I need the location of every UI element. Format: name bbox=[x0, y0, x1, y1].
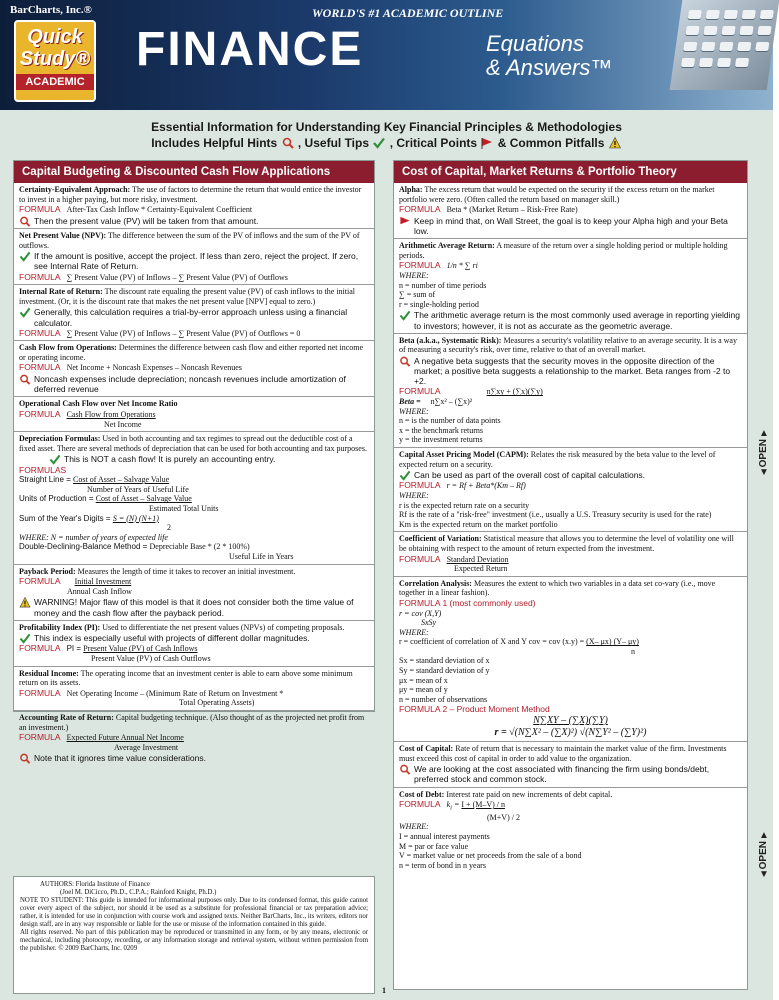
checkmark-icon bbox=[399, 470, 411, 481]
syd-denominator: 2 bbox=[167, 523, 171, 533]
formula-label: FORMULA bbox=[399, 260, 441, 271]
irr-tip: Generally, this calculation requires a trial-by-error approach unless using a financial calculator. bbox=[34, 307, 348, 328]
pi-text: Used to differentiate the net present values (NPVs) of competing proposals. bbox=[100, 622, 345, 632]
depreciation-section bbox=[14, 432, 374, 564]
formulas-label: FORMULAS bbox=[19, 464, 67, 475]
alpha-section bbox=[394, 183, 747, 239]
right-column bbox=[393, 160, 748, 990]
pi-denominator: Present Value (PV) of Cash Outflows bbox=[91, 654, 211, 664]
corr-formula-2-numerator: N∑XY – (∑X)(∑Y) bbox=[533, 715, 608, 727]
syd-where: WHERE: N = number of years of expected life bbox=[19, 532, 168, 542]
formula-2-label: FORMULA 2 – Product Moment Method bbox=[399, 704, 550, 715]
aa-where-3: r = single-holding period bbox=[399, 299, 479, 309]
arr-section bbox=[14, 711, 374, 766]
corr-cov-denominator: n bbox=[631, 646, 635, 656]
dep-tip: This is NOT a cash flow! It is purely an accounting entry. bbox=[64, 454, 276, 465]
quickstudy-logo bbox=[14, 20, 96, 102]
dep-title: Depreciation Formulas: bbox=[19, 434, 101, 444]
capm-text: Relates the risk measured by the beta value to the level of expected return on a security. bbox=[399, 450, 716, 469]
corr-where-2: Sy = standard deviation of y bbox=[399, 666, 490, 676]
npv-text: The difference between the sum of the PV of inflows and the sum of the PV of outflows. bbox=[19, 230, 360, 250]
note-to-student: NOTE TO STUDENT: This guide is intended for informational purposes only. Due to its condensed format, this guide cannot cover every aspect of the subject, nor should it be used as a substitute for professional financial or tax preparation advice; rather, it is intended for use in conjunction with course work and assigned texts. Neither BarCharts, Inc., its writers, editors nor design staff, are in any way responsible or liable for the use or misuse of the information contained in this guide. bbox=[20, 897, 368, 929]
checkmark-icon bbox=[49, 454, 61, 465]
aa-where-2: ∑ = sum of bbox=[399, 290, 436, 300]
corr-where-0: r = coefficient of correlation of X and Y cov = cov (x.y) = bbox=[399, 637, 587, 647]
alpha-text: The excess return that would be expected on the security if the excess return on the market portfolio were zero. (Often called the return based on manager skill.) bbox=[399, 185, 715, 204]
coc-hint: We are looking at the cost associated with financing the firm using bonds/debt, preferred stock and common stock. bbox=[414, 764, 710, 785]
formula-label: FORMULA bbox=[19, 732, 61, 743]
cod-where-4: n = term of bond in n years bbox=[399, 860, 486, 870]
formula-label: FORMULA bbox=[19, 271, 61, 282]
publisher-name: BarCharts, Inc.® bbox=[10, 4, 92, 16]
beta-where: WHERE: bbox=[399, 406, 429, 416]
corr-where-3: μx = mean of x bbox=[399, 675, 448, 685]
corr-where: WHERE: bbox=[399, 627, 429, 637]
formula-label: FORMULA bbox=[399, 480, 441, 491]
beta-where-3: y = the investment returns bbox=[399, 435, 483, 445]
authors-line-2: (Joel M. DiCicco, Ph.D., C.P.A.; Rainford Knight, Ph.D.) bbox=[60, 889, 217, 897]
warning-icon bbox=[19, 597, 31, 608]
magnifier-icon bbox=[19, 753, 31, 764]
corr-text: Measures the extent to which two variables in a data set co-vary (i.e., move together in a linear fashion). bbox=[399, 578, 716, 598]
cod-where-2: M = par or face value bbox=[399, 841, 469, 851]
alpha-title: Alpha: bbox=[399, 185, 423, 194]
beta-where-2: x = the benchmark returns bbox=[399, 425, 484, 435]
cfo-title: Cash Flow from Operations: bbox=[19, 343, 117, 353]
subtitle-line-2: & Answers™ bbox=[486, 55, 613, 80]
ddb-denominator: Useful Life in Years bbox=[229, 551, 294, 561]
correlation-section: Correlation Analysis: Measures the extent to which two variables in a data set co-vary (i.e., move together in a linear fashion). FORMULA 1 (most commonly used) r = cov (X,Y) SxSy WHERE: r = coefficient of correlation of X and Y cov = cov (x.y) = (X– μx) (Y– μy) n Sx = standard deviation of x Sy = standard deviation of y μx = mean of x μy = mean of y n = number of observations FORMULA 2 – Product Moment Method N∑XY – (∑X)(∑Y) r = √(N∑X² – (∑X)²) √(N∑Y² – (∑Y)²) bbox=[394, 577, 747, 742]
syd-numerator: S = (N) (N+1) bbox=[112, 513, 159, 523]
formula-label: FORMULA bbox=[399, 204, 441, 215]
page-number: 1 bbox=[382, 986, 386, 995]
ce-hint: Then the present value (PV) will be taken from that amount. bbox=[34, 215, 259, 226]
ce-formula: After-Tax Cash Inflow * Certainty-Equivalent Coefficient bbox=[66, 205, 253, 215]
arr-hint: Note that it ignores time value considerations. bbox=[34, 753, 206, 764]
formula-label: FORMULA bbox=[19, 576, 61, 587]
header-banner bbox=[0, 0, 773, 110]
flag-icon bbox=[399, 216, 411, 227]
corr-where-1: Sx = standard deviation of x bbox=[399, 656, 490, 666]
intro-hints-text: Includes Helpful Hints bbox=[151, 136, 278, 150]
magnifier-icon bbox=[399, 764, 411, 775]
arithmetic-average-section bbox=[394, 239, 747, 334]
cod-where: WHERE: bbox=[399, 822, 429, 832]
pi-numerator: Present Value (PV) of Cash Inflows bbox=[83, 644, 198, 654]
irr-formula: ∑ Present Value (PV) of Inflows – ∑ Present Value (PV) of Outflows = 0 bbox=[66, 328, 301, 338]
formula-label: FORMULA bbox=[19, 409, 61, 420]
formula-label: FORMULA bbox=[19, 643, 61, 654]
aa-where-1: n = number of time periods bbox=[399, 280, 487, 290]
cod-title: Cost of Debt: bbox=[399, 789, 445, 799]
ocf-numerator: Cash Flow from Operations bbox=[66, 410, 156, 420]
coefficient-of-variation-section bbox=[394, 532, 747, 576]
beta-section bbox=[394, 334, 747, 448]
irr-section bbox=[14, 285, 374, 341]
corr-where-5: n = number of observations bbox=[399, 694, 488, 704]
intro-line-1: Essential Information for Understanding Key Financial Principles & Methodologies bbox=[151, 120, 622, 134]
checkmark-icon bbox=[399, 310, 411, 321]
cod-numerator: I + (M–V) / n bbox=[461, 800, 506, 810]
ddb-label: Double-Declining-Balance Method = bbox=[19, 542, 150, 552]
pb-warning: WARNING! Major flaw of this model is that it does not consider both the time value of money and the cash flow after the payback period. bbox=[34, 597, 354, 618]
open-tab-top[interactable] bbox=[755, 428, 773, 478]
pi-tip: This index is especially useful with projects of different dollar magnitudes. bbox=[34, 633, 310, 644]
left-column bbox=[13, 160, 375, 764]
formula-label: FORMULA bbox=[19, 204, 61, 215]
straight-line-numerator: Cost of Asset – Salvage Value bbox=[73, 475, 170, 485]
arr-denominator: Average Investment bbox=[114, 742, 179, 752]
certainty-equivalent-section bbox=[14, 183, 374, 229]
checkmark-icon bbox=[19, 251, 31, 262]
arr-title: Accounting Rate of Return: bbox=[19, 713, 114, 723]
corr-where-4: μy = mean of y bbox=[399, 685, 448, 695]
pb-denominator: Annual Cash Inflow bbox=[67, 586, 132, 596]
pi-label: PI = bbox=[66, 644, 84, 654]
cov-title: Coefficient of Variation: bbox=[399, 534, 482, 544]
chevron-up-icon: ▲ bbox=[759, 428, 769, 439]
ocf-denominator: Net Income bbox=[104, 419, 142, 429]
corr-title: Correlation Analysis: bbox=[399, 578, 472, 588]
page-title: FINANCE bbox=[136, 23, 364, 76]
magnifier-icon bbox=[19, 374, 31, 385]
formula-label: FORMULA bbox=[19, 687, 61, 698]
profitability-index-section bbox=[14, 621, 374, 667]
capm-formula: r = Rf + Beta*(Km – Rf) bbox=[446, 481, 526, 491]
pb-numerator: Initial Investment bbox=[74, 577, 132, 587]
corr-formula-1-denominator: SxSy bbox=[421, 618, 437, 628]
corr-formula-2-denominator: √(N∑X² – (∑X)²) √(N∑Y² – (∑Y)²) bbox=[509, 727, 647, 739]
pi-title: Profitability Index (PI): bbox=[19, 622, 101, 632]
ocf-title: Operational Cash Flow over Net Income Ratio bbox=[19, 399, 178, 409]
intro-band bbox=[0, 110, 773, 158]
cost-of-debt-section: Cost of Debt: Interest rate paid on new increments of debt capital. FORMULA $k_i = I + (M-V) / n$ (M+V) / 2 WHERE: I = annual interest payments M = par or face value V = market value or net proceeds from the sale of a bond n = term of bond in n years bbox=[394, 788, 747, 873]
cfo-formula: Net Income + Noncash Expenses – Noncash Revenues bbox=[66, 363, 242, 373]
pb-title: Payback Period: bbox=[19, 566, 76, 576]
dep-text: Used in both accounting and tax regimes to spread out the deductible cost of a fixed asset. There are several methods of depreciation that can be used for both accounting and tax purposes. bbox=[19, 434, 367, 453]
ri-formula: Net Operating Income – (Minimum Rate of Return on Investment * bbox=[66, 688, 284, 698]
units-of-production-denominator: Estimated Total Units bbox=[149, 503, 219, 513]
magnifier-icon bbox=[399, 356, 411, 367]
authors-line-1: AUTHORS: Florida Institute of Finance bbox=[40, 881, 150, 888]
formula-label: FORMULA bbox=[399, 799, 441, 810]
chevron-up-icon: ▲ bbox=[759, 830, 769, 841]
npv-tip: If the amount is positive, accept the project. If less than zero, reject the project. If zero, see Internal Rate of Return. bbox=[34, 251, 359, 272]
beta-title: Beta (a.k.a., Systematic Risk): bbox=[399, 335, 502, 345]
irr-text: The discount rate equaling the present value (PV) of cash inflows to the initial investment. (Or, it is the discount rate that makes the net present value [NPV] equal to zero.) bbox=[19, 287, 355, 306]
left-column-heading: Capital Budgeting & Discounted Cash Flow Applications bbox=[14, 161, 374, 183]
npv-title: Net Present Value (NPV): bbox=[19, 230, 107, 240]
logo-line-3: ACADEMIC bbox=[16, 74, 94, 90]
cod-text: Interest rate paid on new increments of debt capital. bbox=[444, 789, 613, 799]
aa-where: WHERE: bbox=[399, 270, 429, 280]
checkmark-icon bbox=[19, 633, 31, 644]
capm-title: Capital Asset Pricing Model (CAPM): bbox=[399, 450, 529, 459]
tagline: WORLD'S #1 ACADEMIC OUTLINE bbox=[312, 6, 504, 20]
cov-numerator: Standard Deviation bbox=[446, 554, 509, 564]
authors-box bbox=[13, 876, 375, 994]
open-tab-label: OPEN bbox=[758, 439, 769, 468]
right-column-heading: Cost of Capital, Market Returns & Portfolio Theory bbox=[394, 161, 747, 183]
aa-text: A measure of the return over a single holding period or multiple holding periods. bbox=[399, 241, 728, 260]
open-tab-bottom[interactable] bbox=[755, 830, 773, 880]
npv-section bbox=[14, 229, 374, 285]
magnifier-icon bbox=[19, 216, 31, 227]
beta-text: Measures a security's volatility relative to an average security. It is a way of measuring a security's risk, over time, relative to that of an overall market. bbox=[399, 335, 737, 355]
arr-text: Capital budgeting technique. (Also thought of as the projected net profit from an investment.) bbox=[19, 713, 365, 732]
straight-line-denominator: Number of Years of Useful Life bbox=[87, 484, 189, 494]
beta-where-1: n = is the number of data points bbox=[399, 416, 501, 426]
warning-icon bbox=[609, 137, 621, 149]
cov-denominator: Expected Return bbox=[454, 564, 508, 574]
formula-label: FORMULA bbox=[19, 362, 61, 373]
chevron-down-icon: ▼ bbox=[759, 467, 769, 479]
cfo-section bbox=[14, 341, 374, 397]
units-of-production-numerator: Cost of Asset – Salvage Value bbox=[95, 494, 192, 504]
alpha-formula: Beta * (Market Return – Risk-Free Rate) bbox=[446, 205, 578, 215]
intro-critical-text: , Critical Points bbox=[389, 136, 478, 150]
cost-of-capital-section bbox=[394, 742, 747, 788]
logo-line-1: Quick bbox=[27, 26, 83, 48]
intro-line-2 bbox=[0, 135, 773, 151]
alpha-critical: Keep in mind that, on Wall Street, the goal is to keep your Alpha high and your Beta low. bbox=[414, 215, 728, 236]
ri-title: Residual Income: bbox=[19, 668, 79, 678]
cfo-hint: Noncash expenses include depreciation; noncash revenues include amortization of deferred revenue bbox=[34, 374, 346, 395]
aa-title: Arithmetic Average Return: bbox=[399, 241, 495, 251]
logo-line-2: Study® bbox=[19, 48, 91, 70]
ri-formula-cont: Total Operating Assets) bbox=[179, 698, 255, 708]
checkmark-icon bbox=[373, 137, 385, 149]
irr-title: Internal Rate of Return: bbox=[19, 287, 103, 297]
intro-pitfalls-text: & Common Pitfalls bbox=[497, 136, 605, 150]
capm-section bbox=[394, 448, 747, 532]
formula-label: FORMULA bbox=[19, 327, 61, 338]
ce-title: Certainty-Equivalent Approach: bbox=[19, 185, 131, 194]
beta-hint: A negative beta suggests that the security moves in the opposite direction of the market; a positive beta suggests a relationship to the market. Beta ranges from -2 to +2. bbox=[414, 355, 731, 387]
syd-label: Sum of the Year's Digits = bbox=[19, 513, 113, 523]
ocf-ratio-section bbox=[14, 397, 374, 432]
capm-where-2: Rf is the rate of a "risk-free" investment (i.e., usually a U.S. Treasury security is used for the rate) bbox=[399, 510, 712, 520]
capm-where-1: r is the expected return rate on a security bbox=[399, 500, 530, 510]
cod-where-1: I = annual interest payments bbox=[399, 831, 490, 841]
coc-text: Rate of return that is necessary to maintain the market value of the firm. Investments must exceed this cost of capital in order to add value to the organization. bbox=[399, 744, 727, 763]
magnifier-icon bbox=[282, 137, 294, 149]
units-of-production-label: Units of Production = bbox=[19, 494, 96, 504]
aa-tip: The arithmetic average return is the most commonly used average in reporting yielding to investors; however, it is not as accurate as the geometric average. bbox=[414, 310, 740, 331]
corr-cov-numerator: (X– μx) (Y– μy) bbox=[586, 637, 639, 647]
checkmark-icon bbox=[19, 307, 31, 318]
subtitle-line-1: Equations bbox=[486, 31, 584, 56]
intro-tips-text: , Useful Tips bbox=[297, 136, 370, 150]
flag-icon bbox=[481, 137, 493, 149]
formula-label: FORMULA bbox=[399, 553, 441, 564]
cfo-text: Determines the difference between cash flow and either reported net income or operating income. bbox=[19, 343, 364, 362]
corr-formula-1: r = cov (X,Y) bbox=[399, 608, 442, 618]
coc-title: Cost of Capital: bbox=[399, 744, 454, 754]
page-subtitle bbox=[486, 32, 612, 80]
formula-label: FORMULA bbox=[399, 386, 441, 397]
cov-text: Statistical measure that allows you to determine the level of volatility one will be obtaining with respect to the amount of return expected from the investment. bbox=[399, 534, 734, 553]
capm-where-3: Km is the expected return on the market portfolio bbox=[399, 519, 558, 529]
ddb-numerator: Depreciable Base * (2 * 100%) bbox=[149, 542, 250, 552]
formula-1-label: FORMULA 1 (most commonly used) bbox=[399, 597, 536, 608]
rights-notice: All rights reserved. No part of this publication may be reproduced or transmitted in any form, or by any means, electronic or mechanical, including photocopy, recording, or any information storage and retrieval system, without written permission from the publisher. © 2009 BarCharts, Inc. 0209 bbox=[20, 929, 368, 953]
beta-numerator: n∑xy + (∑x)(∑y) bbox=[486, 387, 543, 397]
ce-text: The use of factors to determine the return that would entice the investor to invest in a higher paying, but more risky, investment. bbox=[19, 185, 362, 204]
capm-tip: Can be used as part of the overall cost of capital calculations. bbox=[414, 470, 646, 481]
pb-text: Measures the length of time it takes to recover an initial investment. bbox=[75, 566, 296, 576]
chevron-down-icon: ▼ bbox=[759, 869, 769, 881]
arr-numerator: Expected Future Annual Net Income bbox=[66, 733, 184, 743]
payback-section bbox=[14, 565, 374, 621]
cod-where-3: V = market value or net proceeds from the sale of a bond bbox=[399, 851, 582, 861]
capm-where: WHERE: bbox=[399, 490, 429, 500]
open-tab-label: OPEN bbox=[758, 841, 769, 870]
npv-formula: ∑ Present Value (PV) of Inflows – ∑ Present Value (PV) of Outflows bbox=[66, 272, 288, 282]
ri-text: The operating income that an investment center is able to earn above some minimum return on its assets. bbox=[19, 668, 353, 688]
straight-line-label: Straight Line = bbox=[19, 475, 74, 485]
aa-formula: 1/n * ∑ ri bbox=[446, 261, 478, 271]
beta-denominator: n∑x² – (∑x)² bbox=[430, 397, 473, 407]
beta-label: Beta = bbox=[399, 397, 423, 407]
residual-income-section bbox=[14, 667, 374, 711]
calculator-image bbox=[670, 0, 779, 90]
cod-denominator: (M+V) / 2 bbox=[487, 812, 520, 822]
